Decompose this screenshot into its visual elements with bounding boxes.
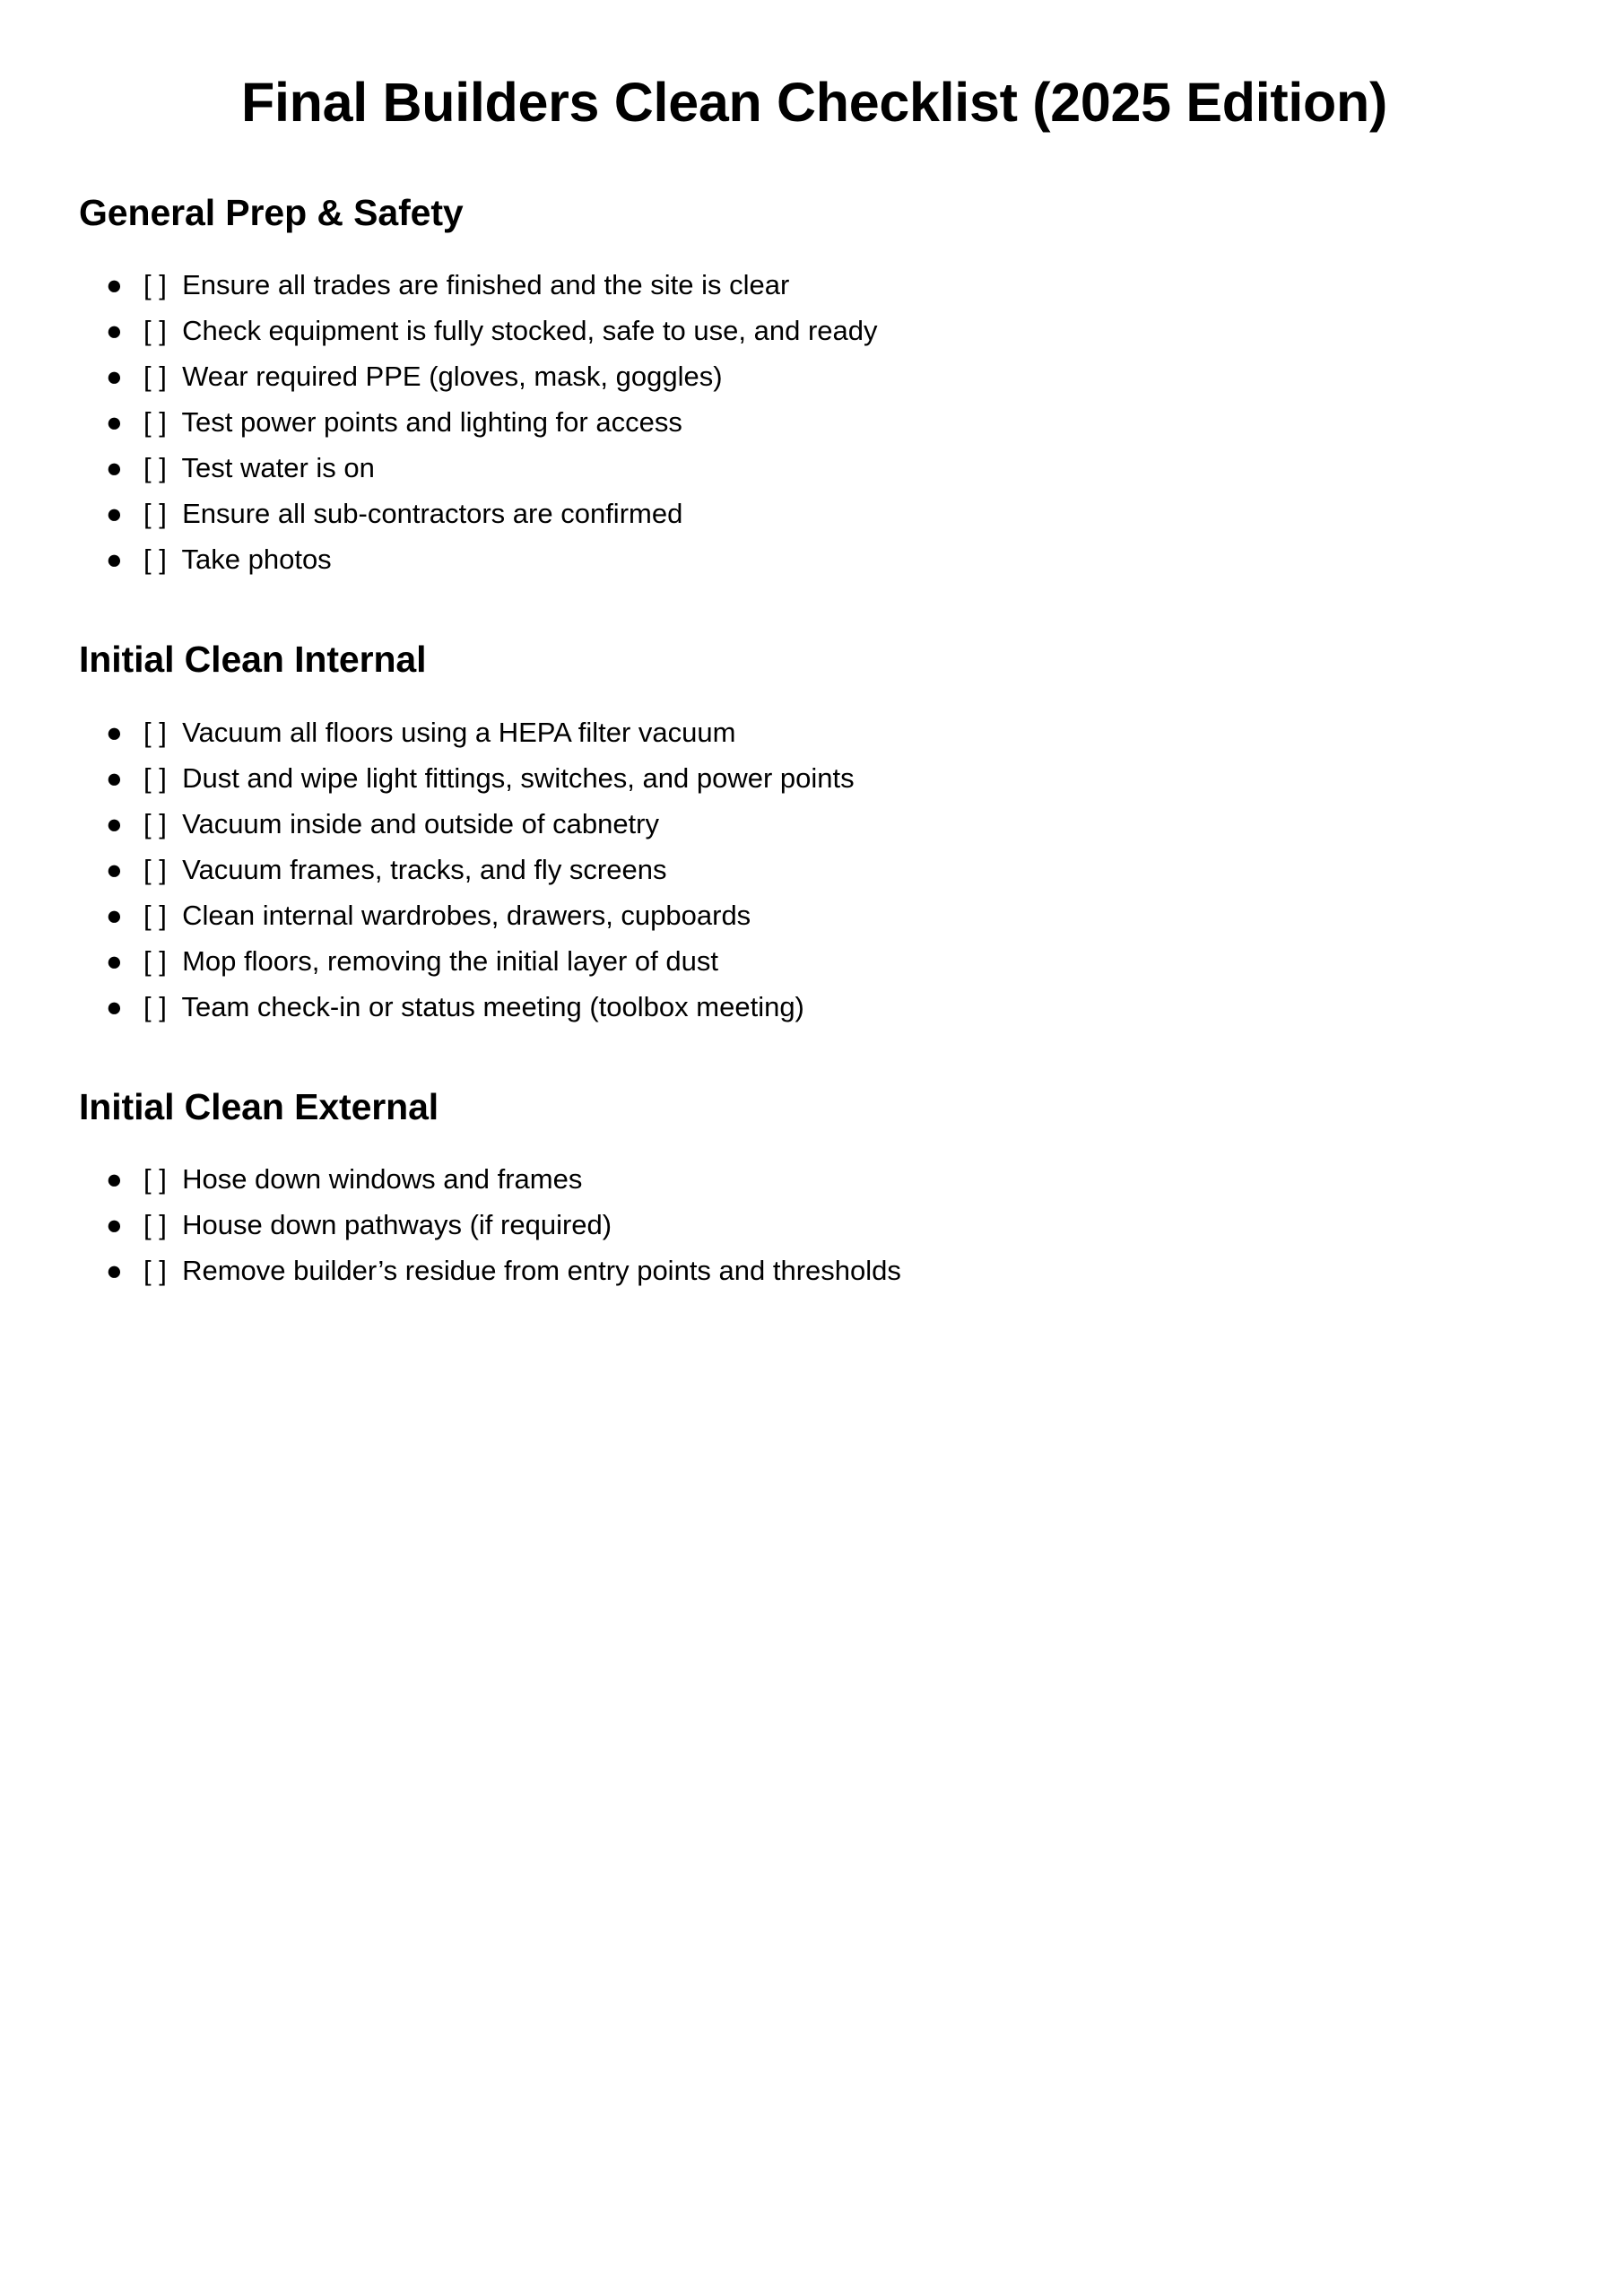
checklist-item[interactable] xyxy=(79,709,1550,755)
checklist-item[interactable] xyxy=(79,308,1550,353)
checkbox-icon[interactable]: [ ] xyxy=(143,1208,175,1240)
checkbox-icon[interactable]: [ ] xyxy=(143,944,175,977)
bullet-icon: ● xyxy=(106,269,123,301)
checklist-item[interactable] xyxy=(79,1156,1550,1202)
checklist-general-prep-safety xyxy=(79,235,1550,582)
checklist-item[interactable] xyxy=(79,938,1550,984)
checklist-item-label: Vacuum inside and outside of cabnetry xyxy=(182,807,659,839)
checklist-initial-clean-internal xyxy=(79,683,1550,1030)
bullet-icon: ● xyxy=(106,315,123,347)
checklist-item-label: Ensure all trades are finished and the site is clear xyxy=(182,269,790,301)
checklist-item[interactable] xyxy=(79,984,1550,1030)
bullet-icon: ● xyxy=(106,544,123,576)
checkbox-icon[interactable]: [ ] xyxy=(143,853,175,885)
checklist-item[interactable] xyxy=(79,353,1550,399)
checklist-item[interactable] xyxy=(79,445,1550,491)
checklist-item-label: Clean internal wardrobes, drawers, cupboards xyxy=(182,899,751,931)
checkbox-icon[interactable]: [ ] xyxy=(143,1162,175,1195)
checkbox-icon[interactable]: [ ] xyxy=(143,452,175,484)
checklist-item[interactable] xyxy=(79,801,1550,847)
checkbox-icon[interactable]: [ ] xyxy=(143,361,175,393)
bullet-icon: ● xyxy=(106,899,123,931)
checklist-item-label: Take photos xyxy=(181,544,332,576)
checkbox-icon[interactable]: [ ] xyxy=(143,990,175,1022)
checklist-item-label: Remove builder’s residue from entry points and thresholds xyxy=(182,1254,901,1286)
bullet-icon: ● xyxy=(106,807,123,839)
checklist-item-label: Wear required PPE (gloves, mask, goggles) xyxy=(182,361,723,393)
checklist-item[interactable] xyxy=(79,1248,1550,1293)
checklist-item[interactable] xyxy=(79,892,1550,938)
checklist-item-label: Hose down windows and frames xyxy=(182,1162,583,1195)
checkbox-icon[interactable]: [ ] xyxy=(143,761,175,794)
bullet-icon: ● xyxy=(106,990,123,1022)
checklist-item[interactable] xyxy=(79,536,1550,582)
page-title: Final Builders Clean Checklist (2025 Edition) xyxy=(241,72,1387,133)
bullet-icon: ● xyxy=(106,761,123,794)
bullet-icon: ● xyxy=(106,498,123,530)
checklist-item[interactable] xyxy=(79,1202,1550,1248)
checklist-item-label: Ensure all sub-contractors are confirmed xyxy=(182,498,683,530)
checklist-initial-clean-external xyxy=(79,1129,1550,1293)
checklist-item-label: Dust and wipe light fittings, switches, and power points xyxy=(182,761,855,794)
document-body xyxy=(79,0,1550,1293)
bullet-icon: ● xyxy=(106,944,123,977)
checkbox-icon[interactable]: [ ] xyxy=(143,544,175,576)
checklist-item-label: Mop floors, removing the initial layer of dust xyxy=(182,944,718,977)
checkbox-icon[interactable]: [ ] xyxy=(143,498,175,530)
section-general-prep-safety xyxy=(79,135,1550,582)
bullet-icon: ● xyxy=(106,1162,123,1195)
section-initial-clean-external xyxy=(79,1030,1550,1293)
bullet-icon: ● xyxy=(106,361,123,393)
checkbox-icon[interactable]: [ ] xyxy=(143,899,175,931)
bullet-icon: ● xyxy=(106,1208,123,1240)
checklist-item-label: Team check-in or status meeting (toolbox meeting) xyxy=(181,990,804,1022)
checklist-item[interactable] xyxy=(79,399,1550,445)
checkbox-icon[interactable]: [ ] xyxy=(143,406,175,439)
bullet-icon: ● xyxy=(106,853,123,885)
checklist-item-label: Check equipment is fully stocked, safe to use, and ready xyxy=(182,315,878,347)
checklist-item[interactable] xyxy=(79,491,1550,536)
checkbox-icon[interactable]: [ ] xyxy=(143,269,175,301)
section-heading: Initial Clean External xyxy=(79,1085,439,1127)
checklist-item-label: House down pathways (if required) xyxy=(182,1208,612,1240)
checkbox-icon[interactable]: [ ] xyxy=(143,716,175,748)
section-heading: Initial Clean Internal xyxy=(79,639,427,681)
checklist-item-label: Test power points and lighting for access xyxy=(181,406,682,439)
checklist-item[interactable] xyxy=(79,262,1550,308)
checkbox-icon[interactable]: [ ] xyxy=(143,1254,175,1286)
checklist-item[interactable] xyxy=(79,847,1550,892)
checkbox-icon[interactable]: [ ] xyxy=(143,315,175,347)
bullet-icon: ● xyxy=(106,716,123,748)
checklist-item[interactable] xyxy=(79,755,1550,801)
section-initial-clean-internal xyxy=(79,582,1550,1029)
section-heading: General Prep & Safety xyxy=(79,192,464,234)
checklist-item-label: Vacuum all floors using a HEPA filter vacuum xyxy=(182,716,736,748)
checkbox-icon[interactable]: [ ] xyxy=(143,807,175,839)
bullet-icon: ● xyxy=(106,406,123,439)
bullet-icon: ● xyxy=(106,452,123,484)
bullet-icon: ● xyxy=(106,1254,123,1286)
checklist-item-label: Vacuum frames, tracks, and fly screens xyxy=(182,853,667,885)
checklist-item-label: Test water is on xyxy=(181,452,375,484)
